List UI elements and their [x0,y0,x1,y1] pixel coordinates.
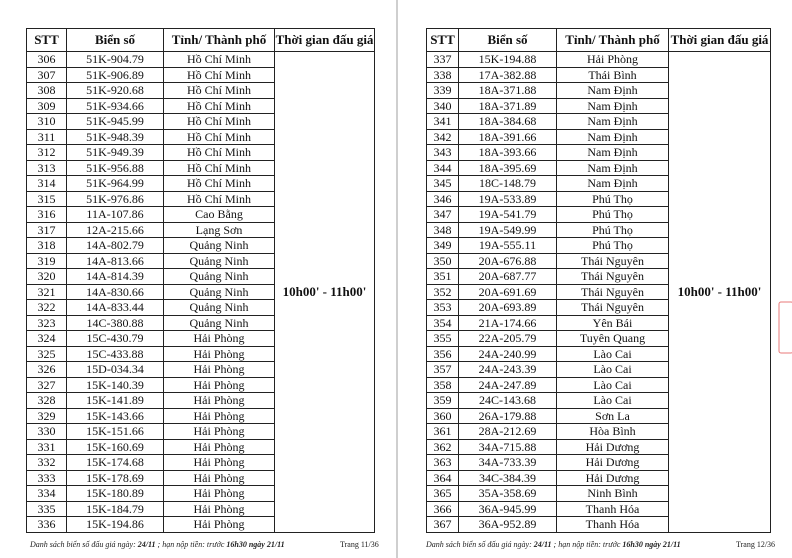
province-cell: Ninh Bình [557,486,669,502]
page-12 [398,0,792,558]
table-row [427,52,771,68]
plate-cell: 24A-243.39 [459,362,557,378]
stt-cell: 324 [27,331,67,347]
plate-cell: 28A-212.69 [459,424,557,440]
plate-cell: 15K-143.66 [67,408,164,424]
province-cell: Hồ Chí Minh [164,114,275,130]
province-cell: Nam Định [557,160,669,176]
plate-cell: 51K-964.99 [67,176,164,192]
stt-cell: 360 [427,408,459,424]
stt-cell: 311 [27,129,67,145]
plate-cell: 15C-433.88 [67,346,164,362]
plate-cell: 18A-395.69 [459,160,557,176]
footer-prefix: Danh sách biển số đấu giá ngày: [426,540,534,549]
stt-cell: 325 [27,346,67,362]
header-province: Tỉnh/ Thành phố [557,29,669,52]
province-cell: Hải Phòng [164,331,275,347]
plate-cell: 36A-952.89 [459,517,557,533]
stt-cell: 327 [27,377,67,393]
province-cell: Lào Cai [557,362,669,378]
plate-cell: 14A-830.66 [67,284,164,300]
plate-cell: 51K-976.86 [67,191,164,207]
province-cell: Phú Thọ [557,191,669,207]
stt-cell: 332 [27,455,67,471]
plate-cell: 24A-247.89 [459,377,557,393]
stt-cell: 310 [27,114,67,130]
table-body [427,52,771,533]
stt-cell: 347 [427,207,459,223]
stt-cell: 334 [27,486,67,502]
plate-cell: 11A-107.86 [67,207,164,223]
plate-cell: 24C-143.68 [459,393,557,409]
plate-cell: 34C-384.39 [459,470,557,486]
province-cell: Thái Bình [557,67,669,83]
plate-cell: 19A-541.79 [459,207,557,223]
plate-cell: 12A-215.66 [67,222,164,238]
plate-cell: 51K-934.66 [67,98,164,114]
stt-cell: 333 [27,470,67,486]
province-cell: Lào Cai [557,346,669,362]
stt-cell: 319 [27,253,67,269]
stt-cell: 322 [27,300,67,316]
plate-cell: 14A-833.44 [67,300,164,316]
stt-cell: 336 [27,517,67,533]
header-province: Tỉnh/ Thành phố [164,29,275,52]
province-cell: Hải Dương [557,455,669,471]
province-cell: Phú Thọ [557,207,669,223]
plate-cell: 15C-430.79 [67,331,164,347]
province-cell: Hải Phòng [164,486,275,502]
province-cell: Hồ Chí Minh [164,145,275,161]
stt-cell: 362 [427,439,459,455]
stt-cell: 348 [427,222,459,238]
stt-cell: 337 [427,52,459,68]
red-stamp-mark [777,300,792,355]
plate-cell: 14A-813.66 [67,253,164,269]
province-cell: Hồ Chí Minh [164,176,275,192]
province-cell: Hải Phòng [164,393,275,409]
stt-cell: 349 [427,238,459,254]
stt-cell: 361 [427,424,459,440]
province-cell: Thanh Hóa [557,501,669,517]
header-time: Thời gian đấu giá [275,29,375,52]
province-cell: Quảng Ninh [164,315,275,331]
plate-cell: 15D-034.34 [67,362,164,378]
stt-cell: 364 [427,470,459,486]
province-cell: Nam Định [557,83,669,99]
table-row [27,52,375,68]
plate-cell: 15K-140.39 [67,377,164,393]
stt-cell: 338 [427,67,459,83]
stt-cell: 353 [427,300,459,316]
page-number: Trang 11/36 [340,540,379,549]
stt-cell: 351 [427,269,459,285]
auction-time-cell: 10h00' - 11h00' [275,52,375,533]
plate-cell: 15K-178.69 [67,470,164,486]
plate-cell: 19A-549.99 [459,222,557,238]
plate-cell: 51K-956.88 [67,160,164,176]
province-cell: Lào Cai [557,393,669,409]
province-cell: Hồ Chí Minh [164,83,275,99]
province-cell: Thanh Hóa [557,517,669,533]
header-time: Thời gian đấu giá [669,29,771,52]
province-cell: Nam Định [557,176,669,192]
auction-time-cell: 10h00' - 11h00' [669,52,771,533]
plate-cell: 51K-945.99 [67,114,164,130]
plate-auction-table [426,28,771,533]
plate-cell: 15K-174.68 [67,455,164,471]
stt-cell: 343 [427,145,459,161]
stt-cell: 355 [427,331,459,347]
stt-cell: 354 [427,315,459,331]
stt-cell: 321 [27,284,67,300]
province-cell: Hải Phòng [164,455,275,471]
plate-cell: 51K-920.68 [67,83,164,99]
footer-date: 24/11 [533,540,552,549]
plate-cell: 20A-691.69 [459,284,557,300]
footer-deadline: 16h30 ngày 21/11 [622,540,681,549]
stt-cell: 340 [427,98,459,114]
province-cell: Nam Định [557,98,669,114]
stt-cell: 352 [427,284,459,300]
stt-cell: 365 [427,486,459,502]
footer-mid: ; hạn nộp tiền: trước [155,540,227,549]
stt-cell: 335 [27,501,67,517]
stt-cell: 306 [27,52,67,68]
province-cell: Hồ Chí Minh [164,67,275,83]
province-cell: Quảng Ninh [164,238,275,254]
province-cell: Hồ Chí Minh [164,98,275,114]
stt-cell: 358 [427,377,459,393]
header-stt: STT [427,29,459,52]
stt-cell: 366 [427,501,459,517]
province-cell: Hải Phòng [164,377,275,393]
stt-cell: 323 [27,315,67,331]
plate-cell: 35A-358.69 [459,486,557,502]
province-cell: Hồ Chí Minh [164,191,275,207]
plate-cell: 34A-715.88 [459,439,557,455]
province-cell: Cao Bằng [164,207,275,223]
stt-cell: 344 [427,160,459,176]
province-cell: Lào Cai [557,377,669,393]
stt-cell: 307 [27,67,67,83]
plate-cell: 26A-179.88 [459,408,557,424]
stt-cell: 345 [427,176,459,192]
province-cell: Hòa Bình [557,424,669,440]
plate-cell: 15K-194.86 [67,517,164,533]
province-cell: Lạng Sơn [164,222,275,238]
stt-cell: 317 [27,222,67,238]
stt-cell: 356 [427,346,459,362]
stt-cell: 320 [27,269,67,285]
stt-cell: 331 [27,439,67,455]
plate-cell: 14C-380.88 [67,315,164,331]
plate-cell: 51K-904.79 [67,52,164,68]
province-cell: Thái Nguyên [557,253,669,269]
plate-cell: 20A-687.77 [459,269,557,285]
table-body [27,52,375,533]
province-cell: Thái Nguyên [557,269,669,285]
province-cell: Quảng Ninh [164,253,275,269]
province-cell: Hồ Chí Minh [164,52,275,68]
stt-cell: 318 [27,238,67,254]
province-cell: Phú Thọ [557,222,669,238]
plate-cell: 20A-693.89 [459,300,557,316]
stt-cell: 316 [27,207,67,223]
province-cell: Nam Định [557,129,669,145]
plate-cell: 15K-160.69 [67,439,164,455]
province-cell: Thái Nguyên [557,284,669,300]
plate-cell: 18A-371.89 [459,98,557,114]
footer-prefix: Danh sách biển số đấu giá ngày: [30,540,138,549]
plate-cell: 36A-945.99 [459,501,557,517]
province-cell: Hải Phòng [164,408,275,424]
header-stt: STT [27,29,67,52]
plate-cell: 19A-533.89 [459,191,557,207]
footer-note [426,540,681,549]
stt-cell: 312 [27,145,67,161]
province-cell: Nam Định [557,145,669,161]
province-cell: Nam Định [557,114,669,130]
stt-cell: 308 [27,83,67,99]
plate-cell: 51K-949.39 [67,145,164,161]
province-cell: Hải Phòng [164,346,275,362]
province-cell: Hải Phòng [164,470,275,486]
table-header-row [427,29,771,52]
plate-cell: 19A-555.11 [459,238,557,254]
province-cell: Phú Thọ [557,238,669,254]
province-cell: Hải Phòng [164,362,275,378]
stt-cell: 314 [27,176,67,192]
plate-cell: 15K-184.79 [67,501,164,517]
plate-cell: 18C-148.79 [459,176,557,192]
province-cell: Hải Phòng [557,52,669,68]
plate-cell: 15K-180.89 [67,486,164,502]
plate-cell: 15K-151.66 [67,424,164,440]
stt-cell: 313 [27,160,67,176]
stt-cell: 359 [427,393,459,409]
plate-cell: 24A-240.99 [459,346,557,362]
stt-cell: 342 [427,129,459,145]
stt-cell: 339 [427,83,459,99]
plate-cell: 14A-802.79 [67,238,164,254]
province-cell: Quảng Ninh [164,300,275,316]
stt-cell: 346 [427,191,459,207]
plate-cell: 22A-205.79 [459,331,557,347]
stt-cell: 341 [427,114,459,130]
plate-cell: 15K-194.88 [459,52,557,68]
province-cell: Hồ Chí Minh [164,129,275,145]
plate-cell: 21A-174.66 [459,315,557,331]
province-cell: Sơn La [557,408,669,424]
stt-cell: 326 [27,362,67,378]
province-cell: Hồ Chí Minh [164,160,275,176]
province-cell: Quảng Ninh [164,269,275,285]
stt-cell: 309 [27,98,67,114]
stt-cell: 367 [427,517,459,533]
header-plate: Biển số [459,29,557,52]
province-cell: Thái Nguyên [557,300,669,316]
plate-cell: 18A-371.88 [459,83,557,99]
plate-cell: 18A-384.68 [459,114,557,130]
stt-cell: 350 [427,253,459,269]
stt-cell: 329 [27,408,67,424]
province-cell: Hải Dương [557,439,669,455]
province-cell: Tuyên Quang [557,331,669,347]
plate-cell: 14A-814.39 [67,269,164,285]
province-cell: Hải Phòng [164,517,275,533]
province-cell: Hải Dương [557,470,669,486]
province-cell: Hải Phòng [164,439,275,455]
header-plate: Biển số [67,29,164,52]
stt-cell: 315 [27,191,67,207]
plate-cell: 18A-393.66 [459,145,557,161]
page-number: Trang 12/36 [736,540,776,549]
plate-cell: 15K-141.89 [67,393,164,409]
stt-cell: 357 [427,362,459,378]
table-header-row [27,29,375,52]
province-cell: Quảng Ninh [164,284,275,300]
plate-cell: 34A-733.39 [459,455,557,471]
stt-cell: 363 [427,455,459,471]
plate-cell: 17A-382.88 [459,67,557,83]
footer-date: 24/11 [137,540,156,549]
plate-cell: 51K-906.89 [67,67,164,83]
province-cell: Yên Bái [557,315,669,331]
plate-cell: 20A-676.88 [459,253,557,269]
stamp-icon [777,300,792,355]
footer-mid: ; hạn nộp tiền: trước [551,540,623,549]
province-cell: Hải Phòng [164,501,275,517]
plate-cell: 51K-948.39 [67,129,164,145]
stt-cell: 330 [27,424,67,440]
footer-note [30,540,285,549]
plate-cell: 18A-391.66 [459,129,557,145]
stt-cell: 328 [27,393,67,409]
province-cell: Hải Phòng [164,424,275,440]
footer-deadline: 16h30 ngày 21/11 [226,540,285,549]
plate-auction-table [26,28,375,533]
